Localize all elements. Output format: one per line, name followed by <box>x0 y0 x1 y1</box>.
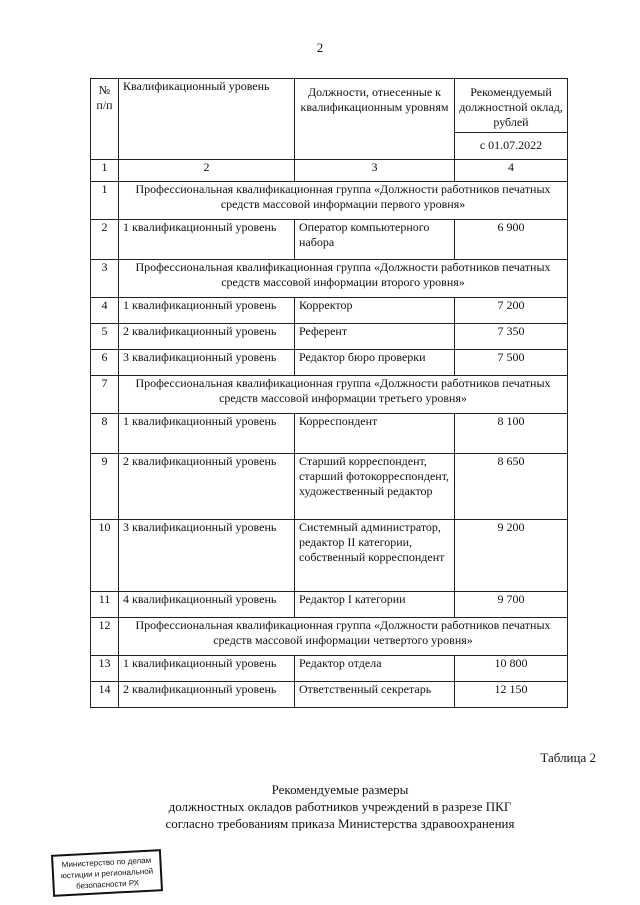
table-row <box>91 656 568 682</box>
qualification-level: 2 квалификационный уровень <box>119 682 295 708</box>
group-title: Профессиональная квалификационная группа «Должности работников печатных средств массовой информации третьего уровня» <box>119 376 568 414</box>
group-title: Профессиональная квалификационная группа «Должности работников печатных средств массовой информации четвертого уровня» <box>119 618 568 656</box>
qualification-level: 3 квалификационный уровень <box>119 520 295 592</box>
table-row <box>91 520 568 592</box>
group-row <box>91 260 568 298</box>
row-number: 4 <box>91 298 119 324</box>
row-number: 10 <box>91 520 119 592</box>
registration-stamp <box>51 849 163 897</box>
heading-line: должностных окладов работников учреждений в разрезе ПКГ <box>168 799 512 814</box>
header-date: с 01.07.2022 <box>455 133 568 160</box>
column-number: 2 <box>119 160 295 182</box>
positions: Ответственный секретарь <box>295 682 455 708</box>
positions: Редактор отдела <box>295 656 455 682</box>
positions: Оператор компьютерного набора <box>295 220 455 260</box>
qualification-level: 1 квалификационный уровень <box>119 656 295 682</box>
row-number: 9 <box>91 454 119 520</box>
positions: Референт <box>295 324 455 350</box>
table-row <box>91 350 568 376</box>
table-row <box>91 414 568 454</box>
row-number: 12 <box>91 618 119 656</box>
qualification-level: 3 квалификационный уровень <box>119 350 295 376</box>
heading-line: согласно требованиям приказа Министерства здравоохранения <box>165 816 515 831</box>
qualification-level: 2 квалификационный уровень <box>119 324 295 350</box>
qualification-level: 1 квалификационный уровень <box>119 414 295 454</box>
group-row <box>91 376 568 414</box>
row-number: 1 <box>91 182 119 220</box>
table-2-heading <box>90 781 590 832</box>
table-2-label: Таблица 2 <box>540 750 596 765</box>
qualification-level: 1 квалификационный уровень <box>119 220 295 260</box>
qualification-level: 2 квалификационный уровень <box>119 454 295 520</box>
salary: 8 650 <box>455 454 568 520</box>
salary: 7 200 <box>455 298 568 324</box>
positions: Редактор бюро проверки <box>295 350 455 376</box>
table-row <box>91 682 568 708</box>
header-level: Квалификационный уровень <box>119 79 295 160</box>
salary: 12 150 <box>455 682 568 708</box>
table-row <box>91 220 568 260</box>
salary: 7 500 <box>455 350 568 376</box>
column-number: 1 <box>91 160 119 182</box>
heading-line: Рекомендуемые размеры <box>271 782 409 797</box>
group-title: Профессиональная квалификационная группа «Должности работников печатных средств массовой информации второго уровня» <box>119 260 568 298</box>
column-number: 4 <box>455 160 568 182</box>
table-row <box>91 592 568 618</box>
header-salary: Рекомендуемый должностной оклад, рублей <box>455 79 568 133</box>
row-number: 6 <box>91 350 119 376</box>
header-row <box>91 79 568 133</box>
row-number: 11 <box>91 592 119 618</box>
qualification-level: 4 квалификационный уровень <box>119 592 295 618</box>
row-number: 2 <box>91 220 119 260</box>
row-number: 3 <box>91 260 119 298</box>
salary: 7 350 <box>455 324 568 350</box>
qualification-level: 1 квалификационный уровень <box>119 298 295 324</box>
positions: Системный администратор, редактор II категории, собственный корреспондент <box>295 520 455 592</box>
positions: Корректор <box>295 298 455 324</box>
salary: 9 700 <box>455 592 568 618</box>
table-row <box>91 298 568 324</box>
group-title: Профессиональная квалификационная группа «Должности работников печатных средств массовой информации первого уровня» <box>119 182 568 220</box>
header-num: № п/п <box>91 79 119 160</box>
row-number: 7 <box>91 376 119 414</box>
header-positions: Должности, отнесенные к квалификационным уровням <box>295 79 455 160</box>
row-number: 13 <box>91 656 119 682</box>
salary: 6 900 <box>455 220 568 260</box>
page-number: 2 <box>316 40 324 55</box>
salary: 8 100 <box>455 414 568 454</box>
stamp-line: юстиции и региональной <box>60 866 154 881</box>
column-number: 3 <box>295 160 455 182</box>
row-number: 14 <box>91 682 119 708</box>
group-row <box>91 618 568 656</box>
positions: Старший корреспондент, старший фотокорреспондент, художественный редактор <box>295 454 455 520</box>
salary: 9 200 <box>455 520 568 592</box>
table-row <box>91 324 568 350</box>
row-number: 5 <box>91 324 119 350</box>
group-row <box>91 182 568 220</box>
salary: 10 800 <box>455 656 568 682</box>
column-number-row <box>91 160 568 182</box>
salary-table <box>90 78 568 708</box>
row-number: 8 <box>91 414 119 454</box>
table-row <box>91 454 568 520</box>
stamp-line: безопасности РХ <box>75 878 140 891</box>
stamp-line: Министерство по делам <box>61 855 152 870</box>
positions: Редактор I категории <box>295 592 455 618</box>
positions: Корреспондент <box>295 414 455 454</box>
